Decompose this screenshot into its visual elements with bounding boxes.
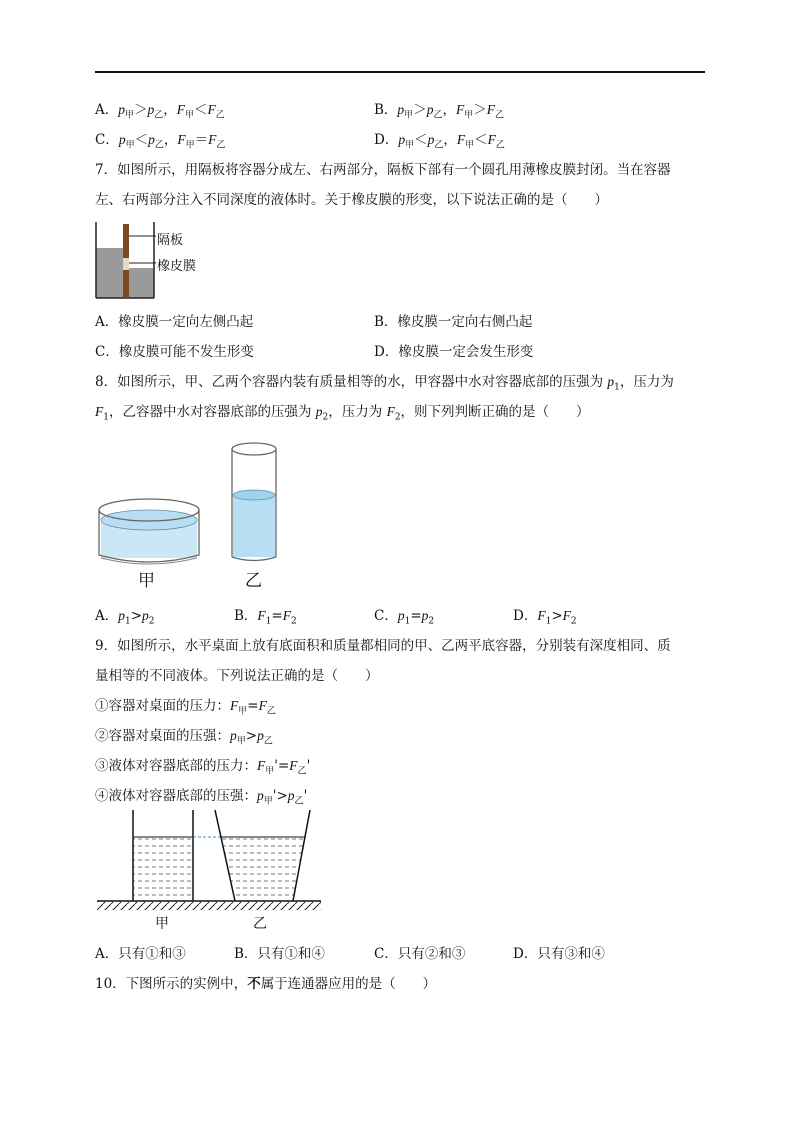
q6-option-d[interactable]: D．$p_甲<p_乙$，$F_甲<F_乙$ xyxy=(374,132,505,151)
q8-label-jia: 甲 xyxy=(138,571,155,591)
q9-stem-line2: 量相等的不同液体。下列说法正确的是（ ） xyxy=(95,668,379,684)
q9-statement-4: ④液体对容器底部的压强：$p_甲'>p_乙'$ xyxy=(95,788,308,807)
q9-statement-1: ①容器对桌面的压力：$F_甲=F_乙$ xyxy=(95,698,276,717)
q7-label-membrane: 橡皮膜 xyxy=(157,259,197,274)
q7-option-b[interactable]: B．橡皮膜一定向右侧凸起 xyxy=(374,314,533,330)
q8-option-a[interactable]: A．$p_1>p_2$ xyxy=(95,608,155,627)
q9-option-c[interactable]: C．只有②和③ xyxy=(374,946,466,962)
q7-stem-line2: 左、右两部分注入不同深度的液体时。关于橡皮膜的形变，以下说法正确的是（ ） xyxy=(95,192,608,208)
q9-containers-figure xyxy=(95,808,325,912)
q9-statement-2: ②容器对桌面的压强：$p_甲>p_乙$ xyxy=(95,728,273,747)
q8-containers-figure xyxy=(95,437,295,567)
q8-container-yi xyxy=(232,443,276,561)
q9-stem-line1: 9．如图所示，水平桌面上放有底面积和质量都相同的甲、乙两平底容器，分别装有深度相同、质 xyxy=(95,638,671,654)
q7-option-d[interactable]: D．橡皮膜一定会发生形变 xyxy=(374,344,534,360)
q7-option-a[interactable]: A．橡皮膜一定向左侧凸起 xyxy=(95,314,254,330)
q9-option-b[interactable]: B．只有①和④ xyxy=(234,946,325,962)
q8-container-jia xyxy=(99,499,199,564)
q9-option-a[interactable]: A．只有①和③ xyxy=(95,946,186,962)
header-rule xyxy=(95,71,705,73)
q8-stem-line1: 8．如图所示，甲、乙两个容器内装有质量相等的水，甲容器中水对容器底部的压强为 $p_1$，压力为 xyxy=(95,374,674,393)
q7-left-liquid xyxy=(96,248,124,298)
q9-statement-3: ③液体对容器底部的压力：$F_甲'=F_乙'$ xyxy=(95,758,311,777)
q6-option-b[interactable]: B．$p_甲>p_乙$，$F_甲>F_乙$ xyxy=(374,102,504,121)
q6-option-c[interactable]: C．$p_甲<p_乙$，$F_甲=F_乙$ xyxy=(95,132,226,151)
q9-container-jia xyxy=(133,810,193,901)
q9-container-yi xyxy=(215,810,310,901)
q9-label-yi: 乙 xyxy=(253,916,267,932)
q8-option-c[interactable]: C．$p_1=p_2$ xyxy=(374,608,435,627)
q9-label-jia: 甲 xyxy=(155,916,169,932)
q8-option-b[interactable]: B．$F_1=F_2$ xyxy=(234,608,297,627)
q7-stem-line1: 7．如图所示，用隔板将容器分成左、右两部分，隔板下部有一个圆孔用薄橡皮膜封闭。当在容器 xyxy=(95,162,671,178)
q6-option-a[interactable]: A．$p_甲>p_乙$，$F_甲<F_乙$ xyxy=(95,102,225,121)
q8-option-d[interactable]: D．$F_1>F_2$ xyxy=(513,608,577,627)
q8-stem-line2: $F_1$，乙容器中水对容器底部的压强为 $p_2$，压力为 $F_2$，则下列判断正确的是（ ） xyxy=(95,404,590,423)
q7-option-c[interactable]: C．橡皮膜可能不发生形变 xyxy=(95,344,254,360)
q7-label-partition: 隔板 xyxy=(157,233,184,248)
q9-option-d[interactable]: D．只有③和④ xyxy=(513,946,605,962)
q8-label-yi: 乙 xyxy=(245,571,262,591)
q10-stem: 10．下图所示的实例中，不属于连通器应用的是（ ） xyxy=(95,976,437,992)
q7-rubber-membrane xyxy=(123,258,129,270)
q7-right-liquid xyxy=(128,268,154,298)
